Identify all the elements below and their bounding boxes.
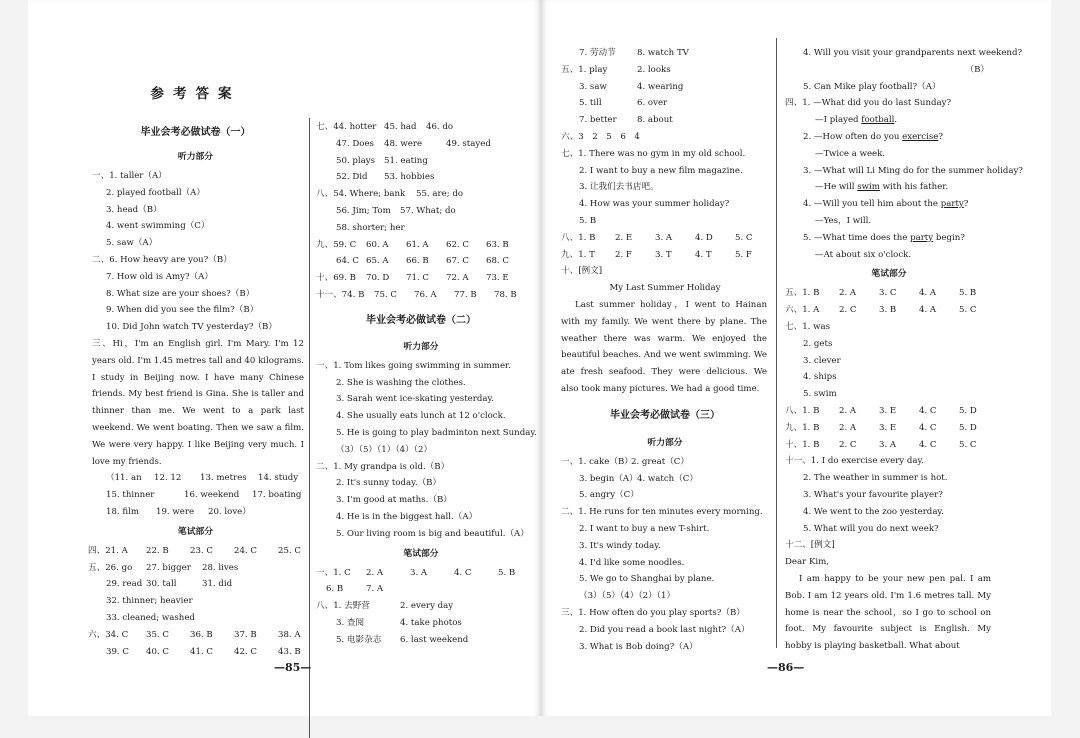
answer-item: 3. begin（A） [579, 473, 638, 484]
answer-item: 68. C [486, 256, 509, 267]
answer-item: 八、1. 去野营 [316, 601, 370, 612]
answer-row [561, 62, 769, 79]
answer-item: 76. A [414, 289, 437, 300]
answer-row [316, 136, 526, 153]
answer-item: 4. D [695, 232, 713, 243]
answer-row [316, 119, 526, 136]
answer-item: 75. C [374, 289, 397, 300]
answer-line: 4. I'd like some noodles. [579, 557, 685, 568]
answer-line: 一、1. Tom likes going swimming in summer. [316, 360, 511, 371]
answer-item: 49. stayed [446, 138, 491, 149]
answer-row [316, 615, 526, 632]
answer-row [316, 203, 526, 220]
answer-item: 73. E [486, 273, 509, 284]
answer-item: 十、69. B [316, 273, 356, 284]
underlined-word: party [940, 199, 964, 210]
left-column-2 [316, 119, 537, 649]
answer-line: 2. —How often do you exercise? [803, 131, 943, 142]
answer-item: 3. saw [579, 81, 607, 92]
answer-item: 30. tall [146, 579, 177, 590]
answer-row [785, 437, 993, 454]
answer-item: 18. film [106, 506, 140, 517]
answer-line: 4. went swimming（C） [106, 221, 210, 232]
answer-item: 4. C [919, 422, 937, 433]
answer-line: 10. Did John watch TV yesterday?（B） [106, 322, 277, 333]
answer-line: 2. Did you read a book last night?（A） [579, 624, 750, 635]
answer-line: 二、1. My grandpa is old.（B） [316, 461, 450, 472]
answer-item: 12. 12 [154, 473, 182, 484]
answer-row [316, 287, 526, 304]
answer-item: 13. metres [200, 473, 247, 484]
answer-line: 5. Our living room is big and beautiful.（A） [336, 528, 529, 539]
answer-line: 5. Can Mike play football?（A） [803, 81, 941, 92]
answer-item: 5. F [735, 249, 752, 260]
answer-line: 一、1. taller（A） [92, 171, 167, 181]
answer-line: 3. I'm good at maths.（B） [336, 495, 452, 506]
answer-item: 3. A [879, 439, 897, 450]
answer-item: 67. C [446, 256, 469, 267]
answer-row [88, 560, 303, 577]
answer-item: 46. do [426, 122, 454, 132]
answer-line: （3）（5）（1）（4）（2） [336, 444, 433, 455]
answer-item: 22. B [146, 545, 169, 556]
answer-item: 4. T [695, 249, 712, 260]
answer-line: 2. I want to buy a new T-shirt. [579, 523, 710, 534]
answer-item: 2. F [615, 249, 632, 260]
answer-row [88, 504, 303, 521]
answer-item: 6. B [326, 584, 344, 595]
answer-line: 3. head（B） [106, 204, 162, 215]
answer-row [88, 627, 303, 644]
answer-item: 63. B [486, 239, 509, 250]
answer-line: 二、1. He runs for ten minutes every morning. [561, 507, 763, 518]
answer-line: 5. B [579, 215, 597, 226]
column-divider [776, 38, 777, 648]
answer-item: 7. better [579, 115, 617, 126]
answer-item: 77. B [454, 289, 477, 300]
answer-item: 37. B [234, 629, 257, 640]
answer-item: 4. C [919, 439, 937, 450]
answer-line: 32. thinner; heavier [106, 596, 193, 607]
underlined-word: football [861, 115, 895, 126]
answer-item: 4. A [919, 305, 937, 316]
answer-item: 2. E [615, 232, 633, 243]
column-divider [309, 118, 310, 738]
answer-row [88, 644, 303, 661]
answer-item: 14. study [258, 473, 299, 484]
writing-heading: 笔试部分 [177, 526, 214, 537]
answer-item: 51. eating [384, 155, 428, 166]
answer-item: 4. C [919, 405, 937, 416]
answer-item: 17. boating [252, 490, 302, 501]
underlined-word: swim [857, 182, 880, 193]
listening-heading: 听力部分 [403, 341, 439, 352]
answer-line: 十二、[例文] [785, 540, 835, 551]
answer-item: 3. A [655, 232, 673, 243]
answer-row [561, 471, 769, 488]
answer-row [561, 230, 769, 247]
right-column-2 [785, 45, 1023, 655]
answer-item: 九、59. C [316, 239, 357, 250]
answer-line: 3. 让我们去书店吧。 [579, 182, 659, 193]
answer-item: 72. A [446, 273, 469, 284]
answer-item: 52. Did [336, 172, 368, 183]
answer-item: 23. C [190, 545, 213, 556]
answer-item: 5. B [498, 567, 516, 578]
answer-item: 38. A [278, 629, 301, 640]
answer-item: 五、1. B [785, 288, 820, 299]
passage-text: 三、Hi，I'm an English girl. I'm Mary. I'm 12 years old. I'm 1.45 metres tall and 40 kilograms. I study in Beijing now. I have many Chinese friends. My best friend is Gina. She is taller and thinner than me. We went to a park last weekend. We went boating. Then we saw a film. We were very happy. I like Beijing very much. I love my friends. [92, 338, 304, 467]
left-column-1 [88, 68, 303, 660]
answer-line: 2. She is washing the clothes. [336, 377, 466, 388]
exam3-title: 毕业会考必做试卷（三） [610, 409, 720, 421]
answer-item: 六、1. A [785, 305, 820, 316]
answer-line: （B） [965, 64, 989, 75]
answer-item: 5. 电影杂志 [336, 634, 382, 645]
answer-item: 4. C [454, 567, 472, 578]
answer-line: —Yes，I will. [815, 215, 872, 226]
answer-row [316, 270, 526, 287]
answer-item: 2. A [366, 567, 384, 578]
answer-line: 4. How was your summer holiday? [579, 199, 730, 210]
answer-line: 4. He is in the biggest hall.（A） [336, 511, 478, 522]
listening-heading: 听力部分 [177, 152, 214, 162]
answer-item: 八、1. B [785, 405, 820, 416]
answer-item: 2. C [839, 439, 857, 450]
answer-item: 7. A [366, 584, 384, 595]
underlined-word: party [910, 232, 934, 243]
answer-item: 35. C [146, 629, 169, 640]
letter-text: I am happy to be your new pen pal. I am Bob. I am 12 years old. I'm 1.6 metres tall. My home is near the school，so I go to school on foot. My favourite subject is English. My hobby is playing basketball. What about [785, 573, 991, 652]
listening-heading: 听力部分 [647, 437, 683, 448]
answer-line: 3. —What will Li Ming do for the summer holiday? [803, 165, 1023, 176]
answer-item: 60. A [366, 239, 389, 250]
answer-line: 3. clever [803, 355, 841, 366]
letter-greeting: Dear Kim, [785, 557, 829, 568]
right-page [541, 0, 1051, 716]
answer-item: 57. What; do [400, 205, 456, 216]
answer-line: 5. He is going to play badminton next Sunday. [336, 427, 537, 438]
answer-line: 4. Will you visit your grandparents next weekend? [803, 48, 1023, 58]
answer-item: 65. A [366, 256, 389, 267]
answer-item: 47. Does [336, 138, 374, 149]
answer-item: 一、1. C [316, 567, 351, 578]
answer-row [88, 487, 303, 504]
underlined-word: exercise [902, 131, 939, 142]
answer-item: 九、1. T [561, 249, 595, 260]
answer-item: 六、34. C [88, 629, 129, 640]
answer-row [785, 285, 993, 302]
answer-item: 42. C [234, 646, 257, 657]
answer-item: 53. hobbies [384, 172, 435, 183]
writing-heading: 笔试部分 [871, 269, 907, 280]
answer-item: 2. every day [400, 601, 454, 612]
answer-line: —Twice a week. [815, 148, 886, 159]
answer-item: 一、1. cake（B） [561, 456, 633, 467]
answer-item: 八、54. Where; bank [316, 189, 406, 200]
answer-item: 3. C [879, 288, 897, 299]
answer-item: 41. C [190, 646, 213, 657]
answer-item: 5. till [579, 98, 602, 109]
answer-item: 七、44. hotter [316, 122, 377, 132]
answer-row [316, 565, 526, 582]
answer-row [88, 576, 303, 593]
answer-item: 4. wearing [637, 81, 684, 92]
answer-item: 8. watch TV [637, 48, 689, 58]
answer-line: 3. Sarah went ice-skating yesterday. [336, 394, 494, 405]
answer-row [561, 79, 769, 96]
answer-item: 40. C [146, 646, 169, 657]
answer-row [316, 153, 526, 170]
answer-item: 55. are; do [416, 189, 464, 200]
answer-item: 3. E [879, 405, 897, 416]
answer-item: 62. C [446, 239, 469, 250]
answer-line: 5. We go to Shanghai by plane. [579, 574, 715, 585]
answer-row [316, 186, 526, 203]
answer-line: 3. What's your favourite player? [803, 489, 943, 500]
answer-item: 19. were [156, 506, 195, 517]
answer-line: 十一、1. I do exercise every day. [785, 456, 924, 467]
answer-line: 四、1. —What did you do last Sunday? [785, 98, 952, 109]
answer-item: 5. B [959, 288, 977, 299]
answer-item: 3. T [655, 249, 672, 260]
answer-item: 2. A [839, 288, 857, 299]
answer-line: 58. shorter; her [336, 222, 405, 233]
answer-item: 36. B [190, 629, 213, 640]
answer-row [88, 470, 303, 487]
answer-row [561, 112, 769, 129]
answer-row [561, 454, 769, 471]
answer-item: 71. C [406, 273, 429, 284]
answer-line [785, 112, 993, 129]
answer-line: 七、1. There was no gym in my old school. [561, 148, 746, 159]
answer-item: 4. A [919, 288, 937, 299]
answer-row [88, 543, 303, 560]
answer-line: 5. saw（A） [106, 238, 158, 249]
answer-item: 78. B [494, 289, 517, 300]
answer-row [561, 247, 769, 264]
answer-item: 29. read [106, 579, 143, 590]
answer-item: 2. looks [637, 64, 671, 75]
answer-item: 四、21. A [88, 545, 128, 556]
answer-item: 31. did [202, 579, 233, 590]
answer-item: 24. C [234, 545, 257, 556]
answer-row [316, 632, 526, 649]
answer-item: 3. 查阅 [336, 617, 365, 628]
answer-item: 48. were [384, 138, 423, 149]
answer-item: 64. C [336, 256, 359, 267]
page-number: —85— [274, 661, 312, 674]
answer-item: 4. take photos [400, 617, 462, 628]
answer-row [316, 581, 526, 598]
answer-item: 6. over [637, 98, 668, 109]
answer-item: 八、1. B [561, 232, 596, 243]
answer-row [785, 420, 993, 437]
answer-item: 2. A [839, 405, 857, 416]
answer-line: 5. angry（C） [579, 490, 639, 501]
answer-item: 8. about [637, 115, 673, 126]
answer-item: 5. C [959, 439, 977, 450]
answer-line: 9. When did you see the film?（B） [106, 305, 259, 316]
answer-row [561, 45, 769, 62]
answer-item: 3. A [410, 567, 428, 578]
answer-item: 56. Jim; Tom [336, 205, 391, 216]
answer-line: 2. The weather in summer is hot. [803, 473, 948, 484]
answer-item: 28. lives [202, 562, 239, 573]
exam2-title: 毕业会考必做试卷（二） [366, 314, 476, 326]
answer-row [785, 302, 993, 319]
answer-item: 25. C [278, 545, 301, 556]
page-number: —86— [767, 661, 805, 674]
answer-item: 九、1. B [785, 422, 820, 433]
answer-item: 45. had [384, 122, 417, 132]
answer-item: 5. C [959, 305, 977, 316]
answer-line: —At about six o'clock. [815, 249, 912, 260]
answer-line: 2. played football（A） [106, 187, 205, 198]
writing-heading: 笔试部分 [403, 548, 439, 559]
answer-line: 4. ships [803, 372, 837, 383]
answer-item: 五、26. go [88, 562, 133, 573]
answer-line: 2. It's sunny today.（B） [336, 478, 442, 489]
answer-item: 2. great（C） [631, 456, 689, 467]
answer-item: 7. 劳动节 [579, 48, 616, 58]
answer-item: 20. love） [208, 506, 251, 517]
answer-item: 十一、74. B [316, 289, 365, 300]
answer-item: 5. D [959, 422, 977, 433]
essay-title: My Last Summer Holiday [609, 283, 721, 294]
answer-line: 4. We went to the zoo yesterday. [803, 506, 944, 517]
answer-item: 27. bigger [146, 562, 191, 573]
answer-item: 2. A [839, 422, 857, 433]
answer-line: （3）（5）（4）（2）（1） [579, 591, 676, 602]
answer-item: 50. plays [336, 155, 376, 166]
answer-line: 4. She usually eats lunch at 12 o'clock. [336, 411, 506, 422]
answer-item: 16. weekend [184, 490, 240, 501]
answer-line: 2. gets [803, 338, 833, 349]
answer-line: 十、[例文] [561, 266, 603, 277]
answer-line: 二、6. How heavy are you?（B） [92, 254, 232, 265]
answer-item: 3. E [879, 422, 897, 433]
answer-line: 5. What will you do next week? [803, 523, 939, 534]
answer-line: 3. It's windy today. [579, 540, 661, 551]
answer-item: 4. watch（C） [637, 473, 698, 484]
exam1-title: 毕业会考必做试卷（一） [140, 127, 251, 138]
answer-item: 39. C [106, 646, 129, 657]
answer-line: 5. —What time does the party begin? [803, 232, 965, 243]
answer-line: —He will swim with his father. [815, 182, 949, 193]
answer-item: 61. A [406, 239, 429, 250]
answer-line: 8. What size are your shoes?（B） [106, 288, 255, 299]
answer-item: 5. C [735, 232, 753, 243]
answer-row [316, 169, 526, 186]
answer-item: 五、1. play [561, 64, 608, 75]
answer-line: 7. How old is Amy?（A） [106, 271, 213, 282]
answer-row [785, 403, 993, 420]
answer-row [316, 253, 526, 270]
answer-line: 三、1. How often do you play sports?（B） [561, 607, 745, 618]
underlined-answer: —I played football. [815, 115, 898, 126]
answer-item: 十、1. B [785, 439, 820, 450]
answer-item: 43. B [278, 646, 301, 657]
answer-item: 3. B [879, 305, 897, 316]
right-column-1 [561, 45, 769, 655]
answer-row [561, 95, 769, 112]
answer-item: 2. C [839, 305, 857, 316]
main-title: 参考答案 [150, 86, 241, 102]
answer-line: 4. —Will you tell him about the party? [803, 199, 969, 210]
answer-item: 15. thinner [106, 490, 155, 501]
left-page [28, 0, 541, 716]
answer-item: 5. D [959, 405, 977, 416]
answer-item: 6. last weekend [400, 634, 469, 645]
answer-item: 66. B [406, 256, 429, 267]
answer-item: （11. an [106, 473, 142, 484]
essay-text: Last summer holiday，I went to Hainan with my family. We went there by plane. The weather there was warm. We enjoyed the beautiful beaches. And we went swimming. We ate fresh seafood. They were delicious. We also took many pictures. We had a good time. [561, 299, 767, 394]
answer-item: 70. D [366, 273, 390, 284]
answer-line: 33. cleaned; washed [106, 612, 195, 623]
answer-row [316, 237, 526, 254]
answer-line: 七、1. was [785, 321, 831, 332]
answer-line: 2. I want to buy a new film magazine. [579, 165, 743, 176]
answer-row [316, 598, 526, 615]
answer-line: 六、3 2 5 6 4 [561, 131, 640, 142]
answer-line: 3. What is Bob doing?（A） [579, 641, 698, 652]
answer-line: 5. swim [803, 389, 837, 400]
